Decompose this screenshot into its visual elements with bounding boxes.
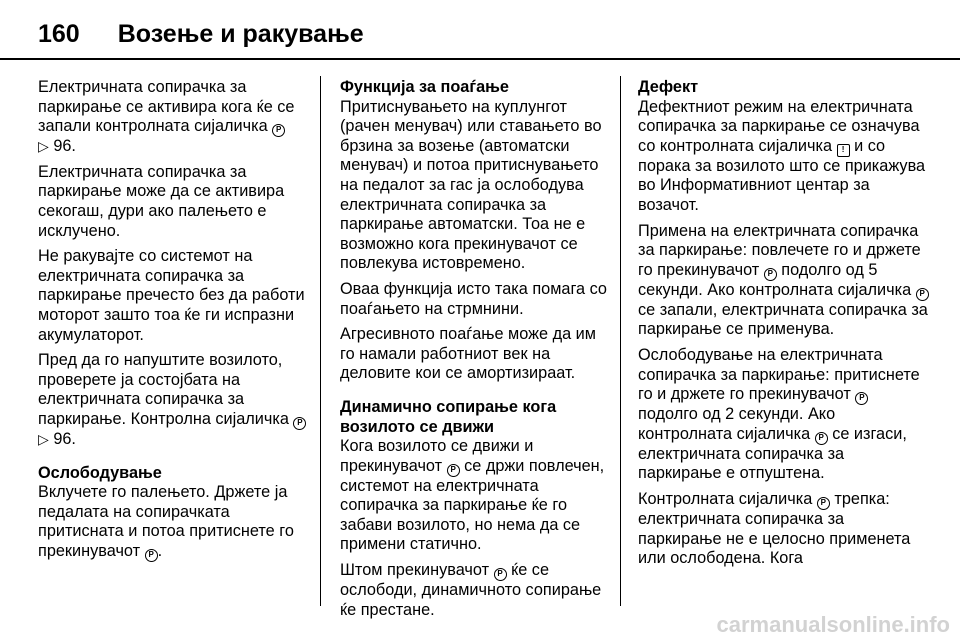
paragraph: Пред да го напуштите возилото, проверете ја состојбата на електричната сопирачка за паркирање. Контролна сијаличка P ▷ 96.: [38, 351, 310, 449]
paragraph: Притиснувањето на куплунгот (рачен менувач) или ставањето во брзина за возење (автоматски менувач) и потоа притиснувањето на педалот за гас ја ослободува електричната сопирачка за паркирање автоматски. Тоа не е возможно кога прекинувачот се повлекува истовремено.: [340, 97, 602, 273]
column-1: [38, 78, 310, 568]
column-3: [638, 78, 930, 575]
column-2: [340, 78, 608, 626]
page-reference-arrow-icon: ▷: [38, 430, 49, 447]
page-title: Возење и ракување: [117, 19, 364, 48]
paragraph: Кога возилото се движи и прекинувачот P се држи повлечен, системот на електричната сопирачка за паркирање ќе го забави возилото, но нема да се примени статично.: [340, 437, 605, 554]
watermark: carmanualsonline.info: [716, 612, 950, 637]
section-heading-fault: Дефект: [638, 78, 699, 96]
parking-brake-icon: P: [764, 268, 777, 281]
parking-brake-icon: P: [916, 288, 929, 301]
section-heading-dynamic: Динамично сопирање кога возилото се движи: [340, 397, 557, 436]
parking-brake-icon: P: [293, 417, 306, 430]
paragraph: Ослободување на електричната сопирачка за паркирање: притиснете го и држете го прекинувачот P подолго од 2 секунди. Ако контролната сијаличка P се изгаси, електричната сопирачка за паркирање е отпуштена.: [638, 345, 920, 483]
paragraph: Дефектниот режим на електричната сопирачка за паркирање се означува со контролната сијаличка ! и со порака за возилото што се прикажува во Информативниот центар за возачот.: [638, 97, 926, 214]
section-heading-release: Ослободување: [38, 463, 162, 482]
parking-brake-icon: P: [145, 549, 158, 562]
parking-brake-icon: P: [855, 392, 868, 405]
parking-brake-icon: P: [272, 124, 285, 137]
parking-brake-icon: P: [494, 568, 507, 581]
paragraph: Електричната сопирачка за паркирање може да се активира секогаш, дури ако палењето е исклучено.: [38, 162, 285, 240]
section-heading-start: Функција за поаѓање: [340, 78, 509, 96]
column-divider-2: [620, 76, 621, 606]
parking-brake-icon: P: [447, 464, 460, 477]
page-reference-arrow-icon: ▷: [38, 138, 49, 155]
header-rule: [0, 58, 960, 60]
paragraph: Вклучете го палењето. Држете ја педалата на сопирачката притисната и потоа притиснете го прекинувачот P .: [38, 483, 294, 560]
column-divider-1: [320, 76, 321, 606]
paragraph: Штом прекинувачот P ќе се ослободи, динамичното сопирање ќе престане.: [340, 561, 602, 619]
paragraph: Електричната сопирачка за паркирање се активира кога ќе се запали контролната сијаличка P ▷ 96.: [38, 78, 295, 156]
paragraph: Агресивното поаѓање може да им го намали работниот век на деловите кои се амортизираат.: [340, 325, 596, 383]
paragraph: Не ракувајте со системот на електричната сопирачка за паркирање пречесто без да работи моторот зашто тоа ќе ги испразни акумулаторот.: [38, 247, 305, 344]
page-number: 160: [38, 19, 80, 48]
paragraph: Контролната сијаличка P трепка: електричната сопирачка за паркирање не е целосно применета или ослободена. Кога: [638, 489, 911, 568]
parking-brake-icon: P: [815, 432, 828, 445]
page-header: [38, 14, 364, 54]
parking-brake-fault-icon: !: [837, 144, 850, 157]
parking-brake-icon: P: [817, 497, 830, 510]
paragraph: Примена на електричната сопирачка за паркирање: повлечете го и држете го прекинувачот P подолго од 5 секунди. Ако контролната сијаличка P се запали, електричната сопирачка за паркирање се применува.: [638, 221, 928, 339]
paragraph: Оваа функција исто така помага со поаѓањето на стрмнини.: [340, 279, 607, 318]
